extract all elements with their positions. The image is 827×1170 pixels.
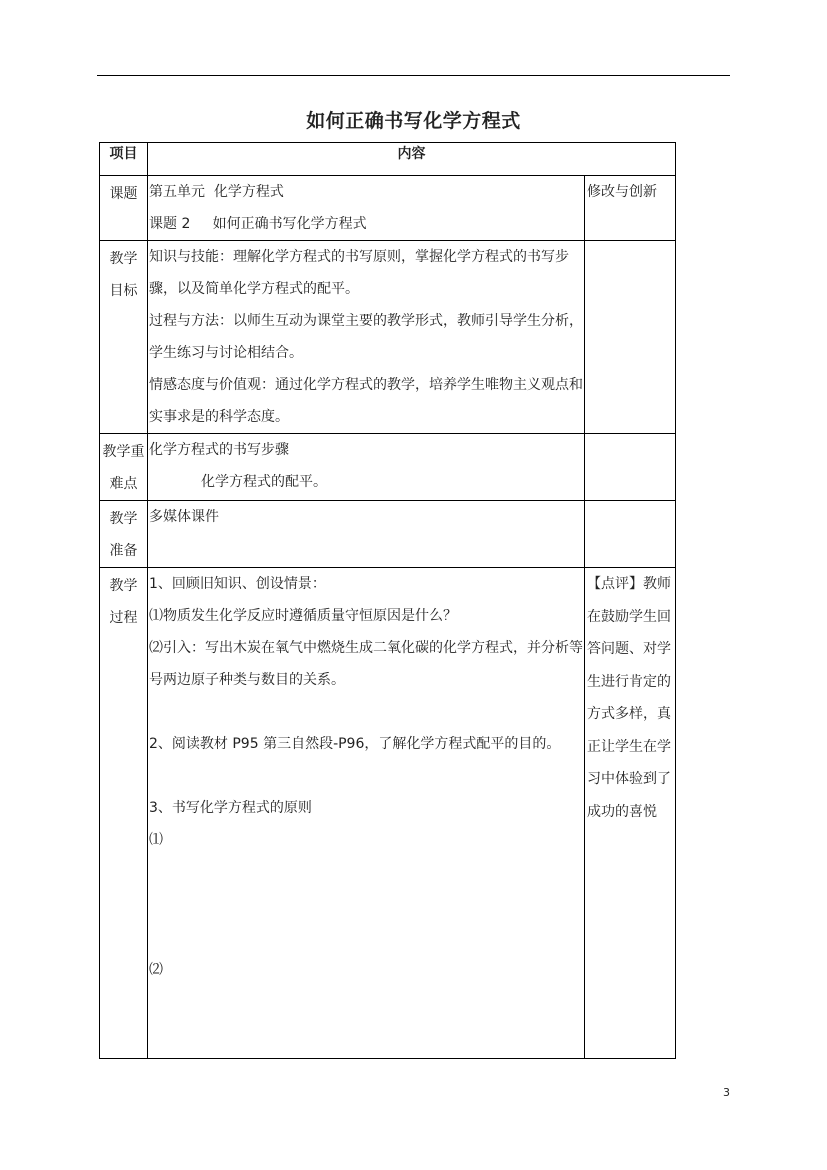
row-label-keypoints (100, 434, 148, 501)
spacer (149, 696, 584, 728)
label-line: 教学 (109, 511, 138, 527)
keypoints-content (148, 434, 585, 501)
label-line: 教学 (109, 578, 138, 594)
keypoint-writing-steps: 化学方程式的书写步骤 (149, 442, 289, 458)
goal-process: 过程与方法：以师生互动为课堂主要的教学形式，教师引导学生分析，学生练习与讨论相结合。 (149, 313, 583, 361)
spacer (149, 760, 584, 792)
table-row-topic (100, 176, 676, 241)
goal-knowledge: 知识与技能：理解化学方程式的书写原则，掌握化学方程式的书写步骤，以及简单化学方程式的配平。 (149, 249, 569, 297)
process-step-1: 1、回顾旧知识、创设情景： (149, 576, 326, 592)
label-line: 目标 (109, 283, 138, 299)
label-line: 教学重 (102, 444, 145, 460)
goals-note (585, 241, 676, 434)
prep-content (148, 501, 585, 568)
label-line: 过程 (109, 610, 138, 626)
label-line: 准备 (109, 543, 138, 559)
process-question-1: ⑴物质发生化学反应时遵循质量守恒原因是什么？ (149, 608, 457, 624)
table-row-goals (100, 241, 676, 434)
process-principle-1: ⑴ (149, 832, 163, 848)
lesson-plan-table (99, 142, 676, 1059)
header-rule (97, 75, 730, 76)
header-item: 项目 (100, 143, 148, 176)
goal-attitude: 情感态度与价值观：通过化学方程式的教学，培养学生唯物主义观点和实事求是的科学态度。 (149, 377, 583, 425)
process-question-2: ⑵引入：写出木炭在氧气中燃烧生成二氧化碳的化学方程式，并分析等号两边原子种类与数目的关系。 (149, 640, 583, 688)
page-number: 3 (723, 1086, 730, 1099)
row-label-topic: 课题 (100, 176, 148, 241)
topic-line-lesson: 课题 2 如何正确书写化学方程式 (149, 216, 367, 232)
table-row-keypoints (100, 434, 676, 501)
process-step-2: 2、阅读教材 P95 第三自然段-P96，了解化学方程式配平的目的。 (149, 736, 561, 752)
table-row-process (100, 568, 676, 1059)
label-line: 教学 (109, 251, 138, 267)
keypoints-note (585, 434, 676, 501)
goals-content (148, 241, 585, 434)
prep-item: 多媒体课件 (149, 509, 219, 525)
row-label-process (100, 568, 148, 1059)
process-note: 【点评】教师在鼓励学生回答问题、对学生进行肯定的方式多样，真正让学生在学习中体验到了成功的喜悦 (585, 568, 676, 1059)
topic-line-unit: 第五单元 化学方程式 (149, 184, 284, 200)
table-header-row (100, 143, 676, 176)
label-line: 难点 (109, 476, 138, 492)
prep-note (585, 501, 676, 568)
row-label-goals (100, 241, 148, 434)
header-content: 内容 (148, 143, 676, 176)
topic-content (148, 176, 585, 241)
process-step-3: 3、书写化学方程式的原则 (149, 800, 312, 816)
process-principle-2: ⑵ (149, 962, 163, 978)
table-row-prep (100, 501, 676, 568)
keypoint-balancing: 化学方程式的配平。 (201, 474, 327, 490)
process-content (148, 568, 585, 1059)
topic-note: 修改与创新 (585, 176, 676, 241)
row-label-prep (100, 501, 148, 568)
document-title: 如何正确书写化学方程式 (306, 110, 521, 132)
